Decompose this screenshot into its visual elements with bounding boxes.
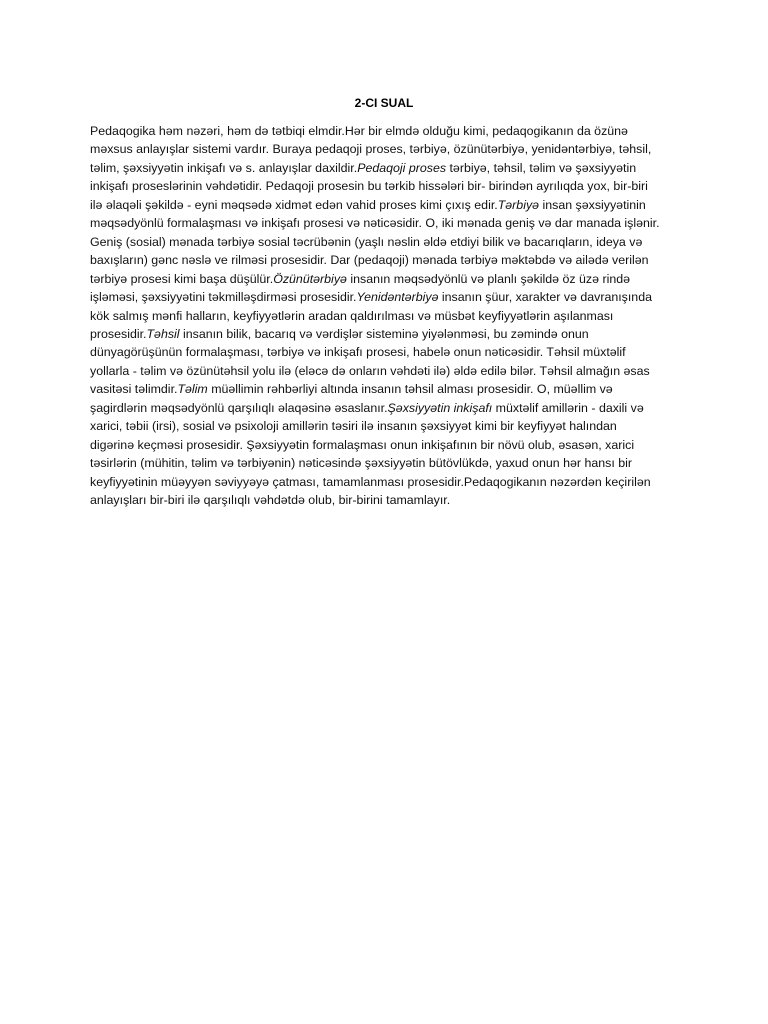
- paragraph-line: [90, 214, 690, 232]
- text-run: təlim, şəxsiyyətin inkişafı və s. anlayışlar daxildir.: [90, 160, 358, 175]
- paragraph-line: [90, 343, 690, 361]
- paragraph-line: [90, 380, 690, 398]
- paragraph-line: [90, 270, 690, 288]
- paragraph-line: [90, 399, 690, 417]
- text-run: insanın şüur, xarakter və davranışında: [438, 290, 652, 305]
- text-run: baxışların) gənc nəslə ve rilməsi prosesidir. Dar (pedaqoji) mənada tərbiyə məktəbdə və ailədə verilən: [90, 253, 649, 268]
- document-body: [90, 122, 690, 510]
- text-run: dünyagörüşünün formalaşması, tərbiyə və inkişafı prosesi, habelə onun nəticəsidir. Təhsil müxtəlif: [90, 345, 626, 360]
- text-run: müxtəlif amillərin - daxili və: [492, 400, 644, 415]
- text-run: tərbiyə prosesi kimi başa düşülür.: [90, 271, 274, 286]
- document-title: 2-CI SUAL: [354, 96, 414, 110]
- paragraph-line: [90, 491, 690, 509]
- paragraph-line: [90, 362, 690, 380]
- italic-term: Şəxsiyyətin inkişafı: [387, 400, 493, 415]
- italic-term: Tərbiyə: [497, 197, 540, 212]
- paragraph-line: [90, 159, 690, 177]
- paragraph-line: [90, 417, 690, 435]
- text-run: insanın bilik, bacarıq və vərdişlər sisteminə yiyələnməsi, bu zəmində onun: [179, 326, 589, 341]
- text-run: məxsus anlayışlar sistemi vardır. Buraya pedaqoji proses, tərbiyə, özünütərbiyə, yenidəntərbiyə, təhsil,: [90, 142, 652, 157]
- paragraph-line: [90, 196, 690, 214]
- text-run: yollarla - təlim və özünütəhsil yolu ilə (eləcə də onların vəhdəti ilə) əldə edilə bilər. Təhsil almağın əsas: [90, 363, 650, 378]
- text-run: vasitəsi təlimdir.: [90, 382, 178, 397]
- text-run: insanın məqsədyönlü və planlı şəkildə öz üzə rində: [346, 271, 630, 286]
- text-run: işləməsi, şəxsiyyətini təkmilləşdirməsi prosesidir.: [90, 290, 357, 305]
- text-run: keyfiyyətinin müəyyən səviyyəyə çatması, tamamlanması prosesidir.Pedaqogikanın nəzərdən keçirilən: [90, 474, 651, 489]
- paragraph-line: [90, 454, 690, 472]
- paragraph-line: [90, 177, 690, 195]
- text-run: anlayışları bir-biri ilə qarşılıqlı vəhdətdə olub, bir-birini tamamlayır.: [90, 493, 451, 508]
- text-run: şagirdlərin məqsədyönlü qarşılıqlı əlaqəsinə əsaslanır.: [90, 400, 388, 415]
- paragraph-line: [90, 140, 690, 158]
- paragraph-line: [90, 325, 690, 343]
- text-run: müəllimin rəhbərliyi altında insanın təhsil alması prosesidir. O, müəllim və: [207, 382, 613, 397]
- paragraph-line: [90, 436, 690, 454]
- text-run: məqsədyönlü formalaşması və inkişafı prosesi və nəticəsidir. O, iki mənada geniş və dar manada işlənir.: [90, 216, 660, 231]
- paragraph-line: [90, 307, 690, 325]
- text-run: kök salmış mənfi halların, keyfiyyətlərin aradan qaldırılması və müsbət keyfiyyətlərin aşılanması: [90, 308, 614, 323]
- italic-term: Təlim: [177, 382, 208, 397]
- text-run: xarici, təbii (irsi), sosial və psixoloji amillərin təsiri ilə insanın şəxsiyyət kimi bir keyfiyyət halından: [90, 419, 617, 434]
- text-run: prosesidir.: [90, 326, 147, 341]
- paragraph-line: [90, 288, 690, 306]
- text-run: ilə əlaqəli şəkildə - eyni məqsədə xidmət edən vahid proses kimi çıxış edir.: [90, 197, 498, 212]
- paragraph-line: [90, 122, 690, 140]
- text-run: inkişafı proseslərinin vəhdətidir. Pedaqoji prosesin bu tərkib hissələri bir- birindən ayrılıqda yox, bir-biri: [90, 179, 648, 194]
- italic-term: Təhsil: [146, 326, 180, 341]
- italic-term: Pedaqoji proses: [357, 160, 447, 175]
- text-run: təsirlərin (mühitin, təlim və tərbiyənin) nəticəsində şəxsiyyətin bütövlükdə, yaxud onun hər hansı bir: [90, 456, 633, 471]
- italic-term: Yenidəntərbiyə: [356, 290, 439, 305]
- text-run: tərbiyə, təhsil, təlim və şəxsiyyətin: [446, 160, 637, 175]
- paragraph-line: [90, 233, 690, 251]
- paragraph-line: [90, 251, 690, 269]
- text-run: Geniş (sosial) mənada tərbiyə sosial təcrübənin (yaşlı nəslin əldə etdiyi bilik və bacarıqların, ideya və: [90, 234, 643, 249]
- italic-term: Özünütərbiyə: [273, 271, 347, 286]
- text-run: insan şəxsiyyətinin: [539, 197, 646, 212]
- paragraph-line: [90, 473, 690, 491]
- text-run: Pedaqogika həm nəzəri, həm də tətbiqi elmdir.Hər bir elmdə olduğu kimi, pedaqogikanın da özünə: [90, 124, 628, 138]
- text-run: digərinə keçməsi prosesidir. Şəxsiyyətin formalaşması onun inkişafının bir növü olub, əsasən, xarici: [90, 437, 635, 452]
